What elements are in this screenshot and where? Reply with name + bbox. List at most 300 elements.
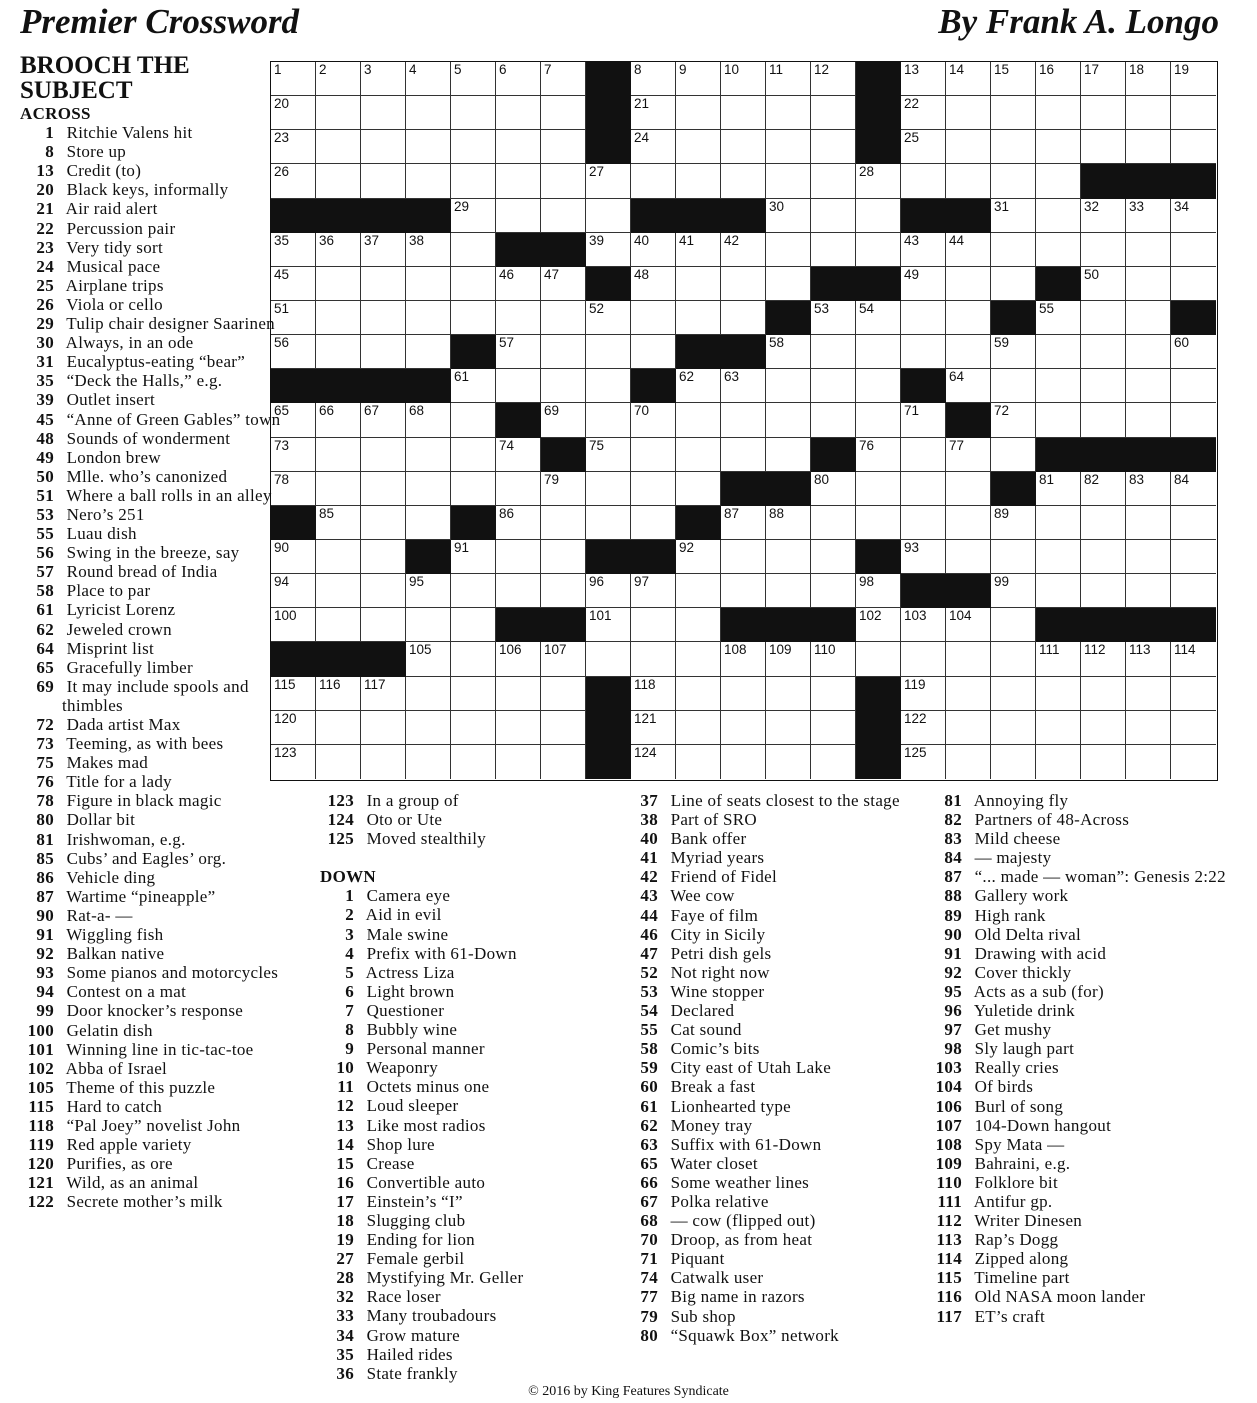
grid-cell[interactable] — [541, 540, 586, 574]
grid-cell[interactable] — [1081, 267, 1126, 301]
grid-cell[interactable] — [766, 130, 811, 164]
grid-cell[interactable] — [451, 574, 496, 608]
grid-cell[interactable] — [631, 472, 676, 506]
grid-cell[interactable] — [676, 130, 721, 164]
grid-cell[interactable] — [811, 130, 856, 164]
grid-cell[interactable] — [946, 677, 991, 711]
grid-cell[interactable] — [811, 642, 856, 676]
grid-cell[interactable] — [451, 403, 496, 437]
grid-cell[interactable] — [1036, 199, 1081, 233]
grid-cell[interactable] — [766, 62, 811, 96]
grid-cell[interactable] — [451, 642, 496, 676]
grid-cell[interactable] — [361, 506, 406, 540]
grid-cell[interactable] — [406, 96, 451, 130]
grid-cell[interactable] — [1036, 62, 1081, 96]
grid-cell[interactable] — [406, 233, 451, 267]
grid-cell[interactable] — [946, 642, 991, 676]
grid-cell[interactable] — [1126, 677, 1171, 711]
grid-cell[interactable] — [946, 745, 991, 779]
grid-cell[interactable] — [541, 199, 586, 233]
grid-cell[interactable] — [1126, 506, 1171, 540]
grid-cell[interactable] — [766, 369, 811, 403]
grid-cell[interactable] — [451, 472, 496, 506]
grid-cell[interactable] — [856, 369, 901, 403]
grid-cell[interactable] — [316, 301, 361, 335]
grid-cell[interactable] — [496, 506, 541, 540]
grid-cell[interactable] — [406, 608, 451, 642]
grid-cell[interactable] — [856, 574, 901, 608]
grid-cell[interactable] — [361, 438, 406, 472]
grid-cell[interactable] — [1036, 642, 1081, 676]
grid-cell[interactable] — [946, 130, 991, 164]
grid-cell[interactable] — [1081, 642, 1126, 676]
grid-cell[interactable] — [541, 369, 586, 403]
grid-cell[interactable] — [811, 233, 856, 267]
grid-cell[interactable] — [361, 301, 406, 335]
grid-cell[interactable] — [811, 62, 856, 96]
grid-cell[interactable] — [1036, 472, 1081, 506]
grid-cell[interactable] — [1036, 745, 1081, 779]
grid-cell[interactable] — [541, 130, 586, 164]
grid-cell[interactable] — [766, 199, 811, 233]
grid-cell[interactable] — [451, 130, 496, 164]
grid-cell[interactable] — [811, 335, 856, 369]
grid-cell[interactable] — [496, 711, 541, 745]
grid-cell[interactable] — [946, 438, 991, 472]
grid-cell[interactable] — [496, 199, 541, 233]
grid-cell[interactable] — [1081, 403, 1126, 437]
grid-cell[interactable] — [496, 677, 541, 711]
grid-cell[interactable] — [316, 472, 361, 506]
grid-cell[interactable] — [991, 335, 1036, 369]
grid-cell[interactable] — [901, 438, 946, 472]
grid-cell[interactable] — [811, 540, 856, 574]
grid-cell[interactable] — [856, 301, 901, 335]
grid-cell[interactable] — [721, 745, 766, 779]
grid-cell[interactable] — [991, 233, 1036, 267]
grid-cell[interactable] — [361, 335, 406, 369]
grid-cell[interactable] — [946, 608, 991, 642]
grid-cell[interactable] — [586, 574, 631, 608]
grid-cell[interactable] — [721, 233, 766, 267]
grid-cell[interactable] — [991, 711, 1036, 745]
grid-cell[interactable] — [406, 711, 451, 745]
grid-cell[interactable] — [766, 745, 811, 779]
grid-cell[interactable] — [901, 62, 946, 96]
grid-cell[interactable] — [586, 403, 631, 437]
grid-cell[interactable] — [856, 233, 901, 267]
grid-cell[interactable] — [361, 130, 406, 164]
grid-cell[interactable] — [766, 164, 811, 198]
grid-cell[interactable] — [901, 130, 946, 164]
grid-cell[interactable] — [316, 267, 361, 301]
grid-cell[interactable] — [676, 96, 721, 130]
grid-cell[interactable] — [1126, 130, 1171, 164]
grid-cell[interactable] — [721, 574, 766, 608]
grid-cell[interactable] — [991, 574, 1036, 608]
grid-cell[interactable] — [811, 96, 856, 130]
grid-cell[interactable] — [451, 233, 496, 267]
grid-cell[interactable] — [1171, 369, 1216, 403]
grid-cell[interactable] — [901, 233, 946, 267]
grid-cell[interactable] — [676, 267, 721, 301]
grid-cell[interactable] — [1126, 301, 1171, 335]
grid-cell[interactable] — [496, 164, 541, 198]
grid-cell[interactable] — [721, 164, 766, 198]
grid-cell[interactable] — [1171, 96, 1216, 130]
grid-cell[interactable] — [586, 642, 631, 676]
grid-cell[interactable] — [406, 642, 451, 676]
grid-cell[interactable] — [361, 540, 406, 574]
grid-cell[interactable] — [1081, 335, 1126, 369]
grid-cell[interactable] — [721, 369, 766, 403]
grid-cell[interactable] — [1126, 199, 1171, 233]
grid-cell[interactable] — [316, 164, 361, 198]
grid-cell[interactable] — [946, 164, 991, 198]
grid-cell[interactable] — [451, 369, 496, 403]
grid-cell[interactable] — [901, 403, 946, 437]
grid-cell[interactable] — [1081, 540, 1126, 574]
grid-cell[interactable] — [946, 472, 991, 506]
grid-cell[interactable] — [946, 711, 991, 745]
grid-cell[interactable] — [856, 199, 901, 233]
grid-cell[interactable] — [676, 574, 721, 608]
grid-cell[interactable] — [1036, 233, 1081, 267]
grid-cell[interactable] — [1171, 199, 1216, 233]
grid-cell[interactable] — [1036, 403, 1081, 437]
grid-cell[interactable] — [676, 403, 721, 437]
grid-cell[interactable] — [541, 745, 586, 779]
grid-cell[interactable] — [1081, 745, 1126, 779]
grid-cell[interactable] — [631, 642, 676, 676]
grid-cell[interactable] — [406, 506, 451, 540]
grid-cell[interactable] — [901, 164, 946, 198]
grid-cell[interactable] — [631, 745, 676, 779]
grid-cell[interactable] — [766, 267, 811, 301]
grid-cell[interactable] — [316, 438, 361, 472]
grid-cell[interactable] — [1081, 369, 1126, 403]
grid-cell[interactable] — [541, 96, 586, 130]
grid-cell[interactable] — [1036, 540, 1081, 574]
grid-cell[interactable] — [901, 301, 946, 335]
grid-cell[interactable] — [721, 677, 766, 711]
grid-cell[interactable] — [541, 711, 586, 745]
grid-cell[interactable] — [316, 96, 361, 130]
grid-cell[interactable] — [1081, 506, 1126, 540]
grid-cell[interactable] — [991, 677, 1036, 711]
grid-cell[interactable] — [496, 472, 541, 506]
grid-cell[interactable] — [676, 164, 721, 198]
grid-cell[interactable] — [676, 540, 721, 574]
grid-cell[interactable] — [496, 130, 541, 164]
grid-cell[interactable] — [631, 403, 676, 437]
grid-cell[interactable] — [451, 199, 496, 233]
grid-cell[interactable] — [1171, 711, 1216, 745]
grid-cell[interactable] — [316, 233, 361, 267]
grid-cell[interactable] — [721, 96, 766, 130]
grid-cell[interactable] — [901, 608, 946, 642]
grid-cell[interactable] — [406, 677, 451, 711]
grid-cell[interactable] — [676, 62, 721, 96]
grid-cell[interactable] — [496, 438, 541, 472]
grid-cell[interactable] — [631, 608, 676, 642]
grid-cell[interactable] — [406, 472, 451, 506]
grid-cell[interactable] — [1126, 711, 1171, 745]
grid-cell[interactable] — [586, 506, 631, 540]
grid-cell[interactable] — [451, 677, 496, 711]
grid-cell[interactable] — [676, 472, 721, 506]
grid-cell[interactable] — [361, 711, 406, 745]
grid-cell[interactable] — [631, 130, 676, 164]
grid-cell[interactable] — [1171, 335, 1216, 369]
grid-cell[interactable] — [721, 301, 766, 335]
grid-cell[interactable] — [496, 335, 541, 369]
grid-cell[interactable] — [541, 574, 586, 608]
grid-cell[interactable] — [451, 745, 496, 779]
grid-cell[interactable] — [361, 574, 406, 608]
grid-cell[interactable] — [676, 233, 721, 267]
grid-cell[interactable] — [1126, 745, 1171, 779]
grid-cell[interactable] — [766, 233, 811, 267]
grid-cell[interactable] — [766, 438, 811, 472]
grid-cell[interactable] — [1126, 233, 1171, 267]
grid-cell[interactable] — [856, 472, 901, 506]
grid-cell[interactable] — [1126, 642, 1171, 676]
grid-cell[interactable] — [946, 233, 991, 267]
grid-cell[interactable] — [856, 608, 901, 642]
grid-cell[interactable] — [1171, 745, 1216, 779]
grid-cell[interactable] — [406, 335, 451, 369]
grid-cell[interactable] — [1126, 574, 1171, 608]
grid-cell[interactable] — [631, 711, 676, 745]
grid-cell[interactable] — [856, 335, 901, 369]
grid-cell[interactable] — [856, 164, 901, 198]
grid-cell[interactable] — [991, 506, 1036, 540]
grid-cell[interactable] — [361, 233, 406, 267]
grid-cell[interactable] — [541, 335, 586, 369]
grid-cell[interactable] — [901, 642, 946, 676]
grid-cell[interactable] — [451, 540, 496, 574]
grid-cell[interactable] — [586, 164, 631, 198]
grid-cell[interactable] — [361, 403, 406, 437]
grid-cell[interactable] — [361, 164, 406, 198]
grid-cell[interactable] — [541, 642, 586, 676]
grid-cell[interactable] — [1081, 199, 1126, 233]
grid-cell[interactable] — [361, 62, 406, 96]
grid-cell[interactable] — [1171, 62, 1216, 96]
grid-cell[interactable] — [586, 199, 631, 233]
grid-cell[interactable] — [451, 164, 496, 198]
grid-cell[interactable] — [1171, 130, 1216, 164]
grid-cell[interactable] — [316, 540, 361, 574]
grid-cell[interactable] — [406, 130, 451, 164]
grid-cell[interactable] — [901, 540, 946, 574]
grid-cell[interactable] — [316, 608, 361, 642]
grid-cell[interactable] — [766, 540, 811, 574]
grid-cell[interactable] — [316, 335, 361, 369]
grid-cell[interactable] — [721, 540, 766, 574]
grid-cell[interactable] — [1126, 472, 1171, 506]
grid-cell[interactable] — [901, 96, 946, 130]
grid-cell[interactable] — [586, 608, 631, 642]
grid-cell[interactable] — [631, 233, 676, 267]
grid-cell[interactable] — [811, 369, 856, 403]
grid-cell[interactable] — [676, 745, 721, 779]
grid-cell[interactable] — [316, 711, 361, 745]
grid-cell[interactable] — [946, 96, 991, 130]
grid-cell[interactable] — [991, 540, 1036, 574]
grid-cell[interactable] — [1081, 711, 1126, 745]
grid-cell[interactable] — [451, 301, 496, 335]
grid-cell[interactable] — [451, 608, 496, 642]
grid-cell[interactable] — [946, 301, 991, 335]
grid-cell[interactable] — [766, 506, 811, 540]
grid-cell[interactable] — [496, 369, 541, 403]
grid-cell[interactable] — [586, 472, 631, 506]
grid-cell[interactable] — [1036, 301, 1081, 335]
grid-cell[interactable] — [811, 199, 856, 233]
grid-cell[interactable] — [316, 506, 361, 540]
grid-cell[interactable] — [406, 62, 451, 96]
grid-cell[interactable] — [991, 130, 1036, 164]
grid-cell[interactable] — [451, 62, 496, 96]
grid-cell[interactable] — [1081, 233, 1126, 267]
grid-cell[interactable] — [856, 403, 901, 437]
grid-cell[interactable] — [496, 745, 541, 779]
grid-cell[interactable] — [631, 96, 676, 130]
grid-cell[interactable] — [1126, 403, 1171, 437]
grid-cell[interactable] — [316, 677, 361, 711]
grid-cell[interactable] — [766, 574, 811, 608]
grid-cell[interactable] — [811, 472, 856, 506]
grid-cell[interactable] — [676, 608, 721, 642]
grid-cell[interactable] — [1036, 369, 1081, 403]
grid-cell[interactable] — [991, 608, 1036, 642]
grid-cell[interactable] — [1171, 472, 1216, 506]
grid-cell[interactable] — [586, 438, 631, 472]
grid-cell[interactable] — [676, 711, 721, 745]
grid-cell[interactable] — [271, 62, 316, 96]
grid-cell[interactable] — [991, 438, 1036, 472]
grid-cell[interactable] — [1036, 711, 1081, 745]
grid-cell[interactable] — [1081, 130, 1126, 164]
grid-cell[interactable] — [811, 301, 856, 335]
grid-cell[interactable] — [496, 642, 541, 676]
grid-cell[interactable] — [991, 369, 1036, 403]
grid-cell[interactable] — [721, 403, 766, 437]
grid-cell[interactable] — [361, 96, 406, 130]
grid-cell[interactable] — [1036, 164, 1081, 198]
grid-cell[interactable] — [541, 301, 586, 335]
grid-cell[interactable] — [856, 438, 901, 472]
grid-cell[interactable] — [676, 642, 721, 676]
grid-cell[interactable] — [901, 506, 946, 540]
grid-cell[interactable] — [316, 745, 361, 779]
grid-cell[interactable] — [541, 472, 586, 506]
grid-cell[interactable] — [631, 62, 676, 96]
grid-cell[interactable] — [676, 677, 721, 711]
grid-cell[interactable] — [631, 335, 676, 369]
grid-cell[interactable] — [496, 540, 541, 574]
grid-cell[interactable] — [901, 267, 946, 301]
grid-cell[interactable] — [766, 96, 811, 130]
grid-cell[interactable] — [316, 574, 361, 608]
grid-cell[interactable] — [541, 403, 586, 437]
grid-cell[interactable] — [766, 711, 811, 745]
grid-cell[interactable] — [991, 403, 1036, 437]
grid-cell[interactable] — [1081, 96, 1126, 130]
grid-cell[interactable] — [406, 745, 451, 779]
grid-cell[interactable] — [721, 506, 766, 540]
grid-cell[interactable] — [361, 677, 406, 711]
grid-cell[interactable] — [631, 677, 676, 711]
grid-cell[interactable] — [361, 745, 406, 779]
grid-cell[interactable] — [1126, 267, 1171, 301]
grid-cell[interactable] — [496, 301, 541, 335]
grid-cell[interactable] — [1126, 369, 1171, 403]
grid-cell[interactable] — [991, 164, 1036, 198]
grid-cell[interactable] — [676, 301, 721, 335]
grid-cell[interactable] — [496, 574, 541, 608]
grid-cell[interactable] — [631, 164, 676, 198]
grid-cell[interactable] — [991, 62, 1036, 96]
grid-cell[interactable] — [901, 677, 946, 711]
grid-cell[interactable] — [406, 403, 451, 437]
grid-cell[interactable] — [406, 267, 451, 301]
grid-cell[interactable] — [721, 711, 766, 745]
grid-cell[interactable] — [316, 130, 361, 164]
grid-cell[interactable] — [946, 506, 991, 540]
grid-cell[interactable] — [991, 267, 1036, 301]
grid-cell[interactable] — [1036, 677, 1081, 711]
grid-cell[interactable] — [991, 642, 1036, 676]
grid-cell[interactable] — [991, 199, 1036, 233]
grid-cell[interactable] — [766, 642, 811, 676]
grid-cell[interactable] — [946, 369, 991, 403]
grid-cell[interactable] — [406, 574, 451, 608]
grid-cell[interactable] — [991, 96, 1036, 130]
grid-cell[interactable] — [631, 267, 676, 301]
grid-cell[interactable] — [1036, 574, 1081, 608]
grid-cell[interactable] — [586, 233, 631, 267]
grid-cell[interactable] — [766, 403, 811, 437]
grid-cell[interactable] — [361, 472, 406, 506]
grid-cell[interactable] — [901, 711, 946, 745]
grid-cell[interactable] — [631, 574, 676, 608]
grid-cell[interactable] — [1171, 403, 1216, 437]
grid-cell[interactable] — [1081, 62, 1126, 96]
grid-cell[interactable] — [766, 677, 811, 711]
grid-cell[interactable] — [1036, 506, 1081, 540]
grid-cell[interactable] — [1126, 62, 1171, 96]
grid-cell[interactable] — [1171, 540, 1216, 574]
grid-cell[interactable] — [541, 267, 586, 301]
grid-cell[interactable] — [901, 335, 946, 369]
grid-cell[interactable] — [1171, 574, 1216, 608]
grid-cell[interactable] — [676, 369, 721, 403]
grid-cell[interactable] — [631, 438, 676, 472]
grid-cell[interactable] — [631, 506, 676, 540]
grid-cell[interactable] — [811, 677, 856, 711]
grid-cell[interactable] — [721, 267, 766, 301]
grid-cell[interactable] — [811, 711, 856, 745]
grid-cell[interactable] — [1081, 472, 1126, 506]
grid-cell[interactable] — [811, 506, 856, 540]
grid-cell[interactable] — [406, 301, 451, 335]
grid-cell[interactable] — [1126, 540, 1171, 574]
grid-cell[interactable] — [721, 642, 766, 676]
grid-cell[interactable] — [721, 438, 766, 472]
